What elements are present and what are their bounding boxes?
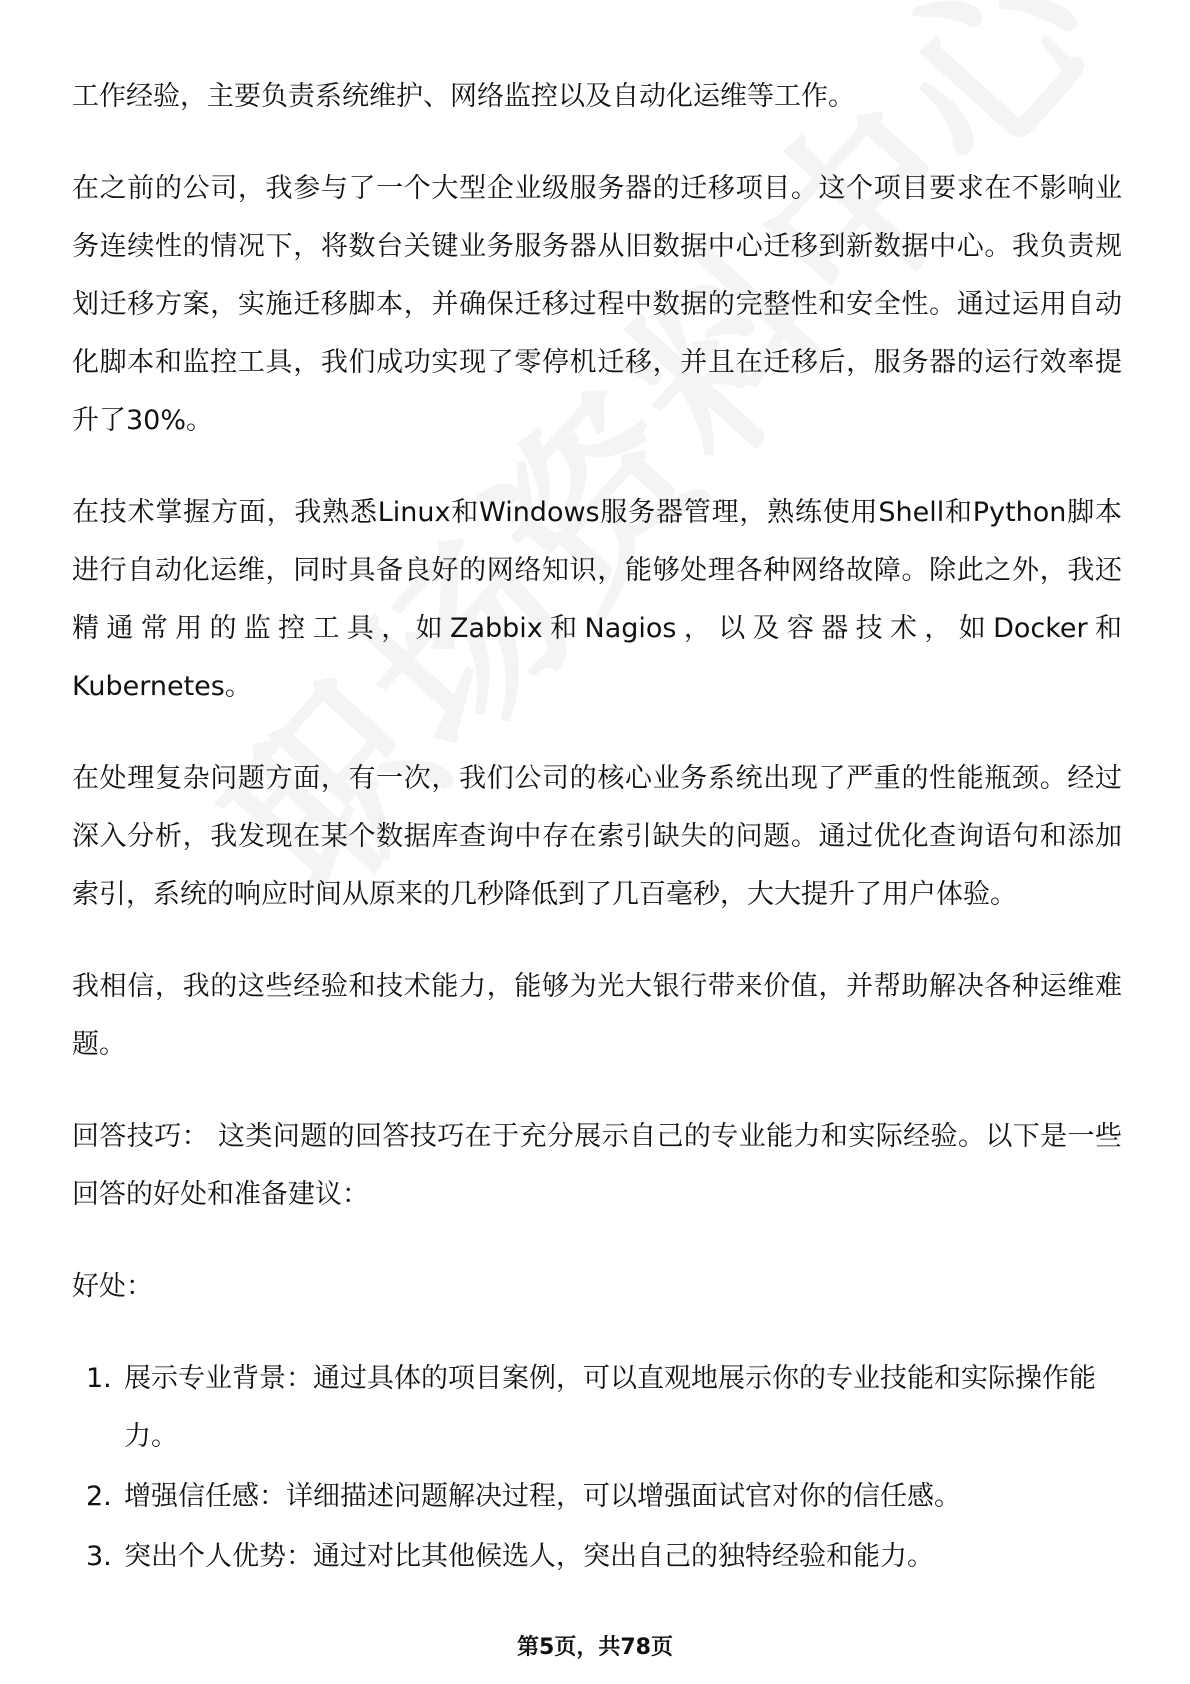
list-item-text: 展示专业背景：通过具体的项目案例，可以直观地展示你的专业技能和实际操作能力。	[124, 1363, 1096, 1452]
list-item	[72, 1350, 1122, 1466]
page-footer: 第5页，共78页	[517, 1635, 673, 1660]
paragraph-work-experience: 工作经验，主要负责系统维护、网络监控以及自动化运维等工作。	[72, 81, 855, 112]
list-item-number: 3.	[86, 1541, 112, 1572]
document-body	[72, 68, 1122, 1588]
list-item-number: 2.	[86, 1481, 112, 1512]
paragraph-technical-skills: 在技术掌握方面，我熟悉Linux和Windows服务器管理，熟练使用Shell和Python脚本进行自动化运维，同时具备良好的网络知识，能够处理各种网络故障。除此之外，我还精通常用的监控工具，如Zabbix和Nagios，以及容器技术，如Docker和Kubernetes。	[72, 497, 1122, 702]
list-item-text: 增强信任感：详细描述问题解决过程，可以增强面试官对你的信任感。	[124, 1481, 961, 1512]
list-item	[72, 1468, 1122, 1526]
list-item-number: 1.	[86, 1363, 112, 1394]
benefits-list	[72, 1350, 1122, 1586]
list-item-text: 突出个人优势：通过对比其他候选人，突出自己的独特经验和能力。	[124, 1541, 934, 1572]
paragraph-migration-project: 在之前的公司，我参与了一个大型企业级服务器的迁移项目。这个项目要求在不影响业务连续性的情况下，将数台关键业务服务器从旧数据中心迁移到新数据中心。我负责规划迁移方案，实施迁移脚本，并确保迁移过程中数据的完整性和安全性。通过运用自动化脚本和监控工具，我们成功实现了零停机迁移，并且在迁移后，服务器的运行效率提升了30%。	[72, 173, 1122, 436]
list-item	[72, 1528, 1122, 1586]
paragraph-answer-tips: 回答技巧： 这类问题的回答技巧在于充分展示自己的专业能力和实际经验。以下是一些回答的好处和准备建议：	[72, 1121, 1122, 1210]
paragraph-conclusion: 我相信，我的这些经验和技术能力，能够为光大银行带来价值，并帮助解决各种运维难题。	[72, 971, 1122, 1060]
benefits-heading: 好处：	[72, 1271, 153, 1302]
paragraph-problem-solving: 在处理复杂问题方面，有一次，我们公司的核心业务系统出现了严重的性能瓶颈。经过深入分析，我发现在某个数据库查询中存在索引缺失的问题。通过优化查询语句和添加索引，系统的响应时间从原来的几秒降低到了几百毫秒，大大提升了用户体验。	[72, 763, 1122, 910]
